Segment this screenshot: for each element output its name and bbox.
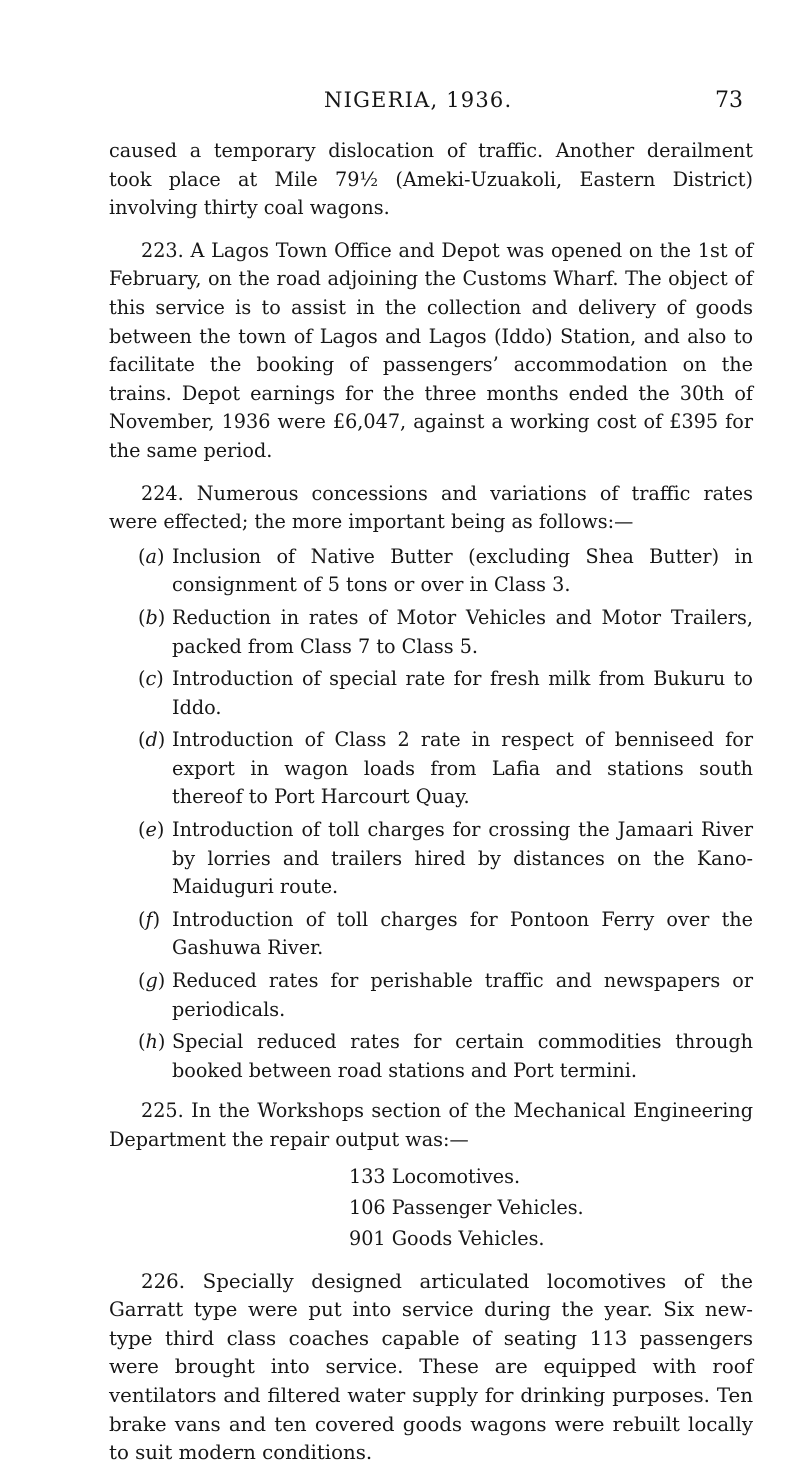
list-item	[138, 967, 753, 1024]
paragraph-223: 223. A Lagos Town Office and Depot was opened on the 1st of February, on the road adjoining the Customs Wharf. The object of this service is to assist in the collection and delivery of goods between the town of Lagos and Lagos (Iddo) Station, and also to facilitate the booking of passengers’ accommodation on the trains. Depot earnings for the three months ended the 30th of November, 1936 were £6,047, against a working cost of £395 for the same period.	[109, 238, 753, 462]
item-label: (f)	[138, 907, 161, 931]
list-item	[138, 604, 753, 661]
paragraph-225-intro: 225. In the Workshops section of the Mechanical Engineering Department the repair output was:—	[109, 1099, 753, 1151]
item-label: (b)	[138, 605, 166, 629]
list-item	[138, 543, 753, 600]
item-text: Reduced rates for perishable traffic and newspapers or periodicals.	[172, 969, 753, 1021]
repair-output-list	[349, 1161, 753, 1254]
item-label: (c)	[138, 667, 164, 691]
item-text: Special reduced rates for certain commodities through booked between road stations and Port termini.	[172, 1030, 753, 1082]
item-text: Introduction of toll charges for crossing the Jamaari River by lorries and trailers hired by distances on the Kano-Maiduguri route.	[172, 818, 753, 899]
repair-output-passenger-vehicles: 106 Passenger Vehicles.	[349, 1195, 584, 1219]
item-label: (d)	[138, 728, 166, 752]
item-label: (g)	[138, 969, 166, 993]
page-number: 73	[715, 88, 743, 113]
list-item	[138, 906, 753, 963]
item-label: (h)	[138, 1030, 166, 1054]
paragraph-224-intro: 224. Numerous concessions and variations of traffic rates were effected; the more important being as follows:—	[109, 481, 753, 534]
paragraph-continuation: caused a temporary dislocation of traffic. Another derailment took place at Mile 79½ (Ameki-Uzuakoli, Eastern District) involving thirty coal wagons.	[109, 139, 753, 220]
repair-output-goods-vehicles: 901 Goods Vehicles.	[349, 1226, 545, 1250]
page-header	[0, 88, 800, 118]
item-text: Reduction in rates of Motor Vehicles and Motor Trailers, packed from Class 7 to Class 5.	[172, 605, 753, 658]
paragraph-226: 226. Specially designed articulated locomotives of the Garratt type were put into service during the year. Six new-type third class coaches capable of seating 113 passengers were brought into service. These are equipped with roof ventilators and filtered water supply for drinking purposes. Ten brake vans and ten covered goods wagons were rebuilt locally to suit modern conditions.	[109, 1269, 753, 1465]
item-text: Introduction of toll charges for Pontoon Ferry over the Gashuwa River.	[172, 907, 753, 960]
list-item	[138, 816, 753, 902]
item-label: (e)	[138, 818, 165, 842]
item-text: Introduction of Class 2 rate in respect of benniseed for export in wagon loads from Lafia and stations south thereof to Port Harcourt Quay.	[172, 728, 753, 809]
concessions-list	[109, 543, 753, 1086]
item-label: (a)	[138, 544, 165, 568]
item-text: Introduction of special rate for fresh milk from Bukuru to Iddo.	[172, 667, 753, 719]
running-head: NIGERIA, 1936.	[324, 88, 513, 112]
list-item	[138, 1028, 753, 1085]
list-item	[138, 726, 753, 812]
list-item	[138, 665, 753, 722]
item-text: Inclusion of Native Butter (excluding Shea Butter) in consignment of 5 tons or over in Class 3.	[172, 544, 753, 597]
repair-output-locomotives: 133 Locomotives.	[349, 1164, 521, 1188]
body-text	[109, 137, 753, 1482]
